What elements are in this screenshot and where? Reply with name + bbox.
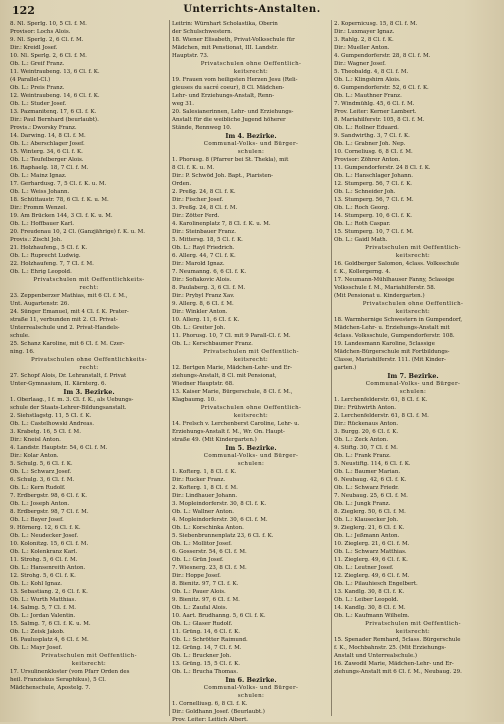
text-line: Ob. L.: Kern Rudolf.	[10, 485, 66, 491]
text-line: garten.)	[334, 365, 357, 371]
text-line: 15. Winterg. 34, 6 Cl. f. K.	[10, 149, 83, 155]
text-line: Ob. L.: Bruckner Joh.	[172, 653, 232, 659]
text-line: 21. Holzhaufeng., 5 Cl. f. K.	[10, 245, 88, 251]
text-line: 12. Bertgen Marie, Mädchen-Lehr- und Er-	[172, 365, 292, 371]
text-line: 13. Grüng. 15, 5 Cl. f. K.	[172, 661, 241, 667]
text-line: recht:	[79, 365, 99, 371]
text-line: 14. Frelsch v. Lerchenberst Caroline, Lehr- u.	[172, 421, 300, 427]
text-line: Ob. L.: Mauthner Franz.	[334, 93, 402, 99]
text-line: Ob. L.: Studer Josef.	[10, 101, 67, 107]
text-line: Im 6. Bezirke.	[225, 676, 277, 684]
text-line: 14. Darwing. 14, 8 Cl. f. M.	[10, 133, 86, 139]
text-line: Dir.: Kreidl Josef.	[10, 45, 58, 51]
text-line: f. K., Mochbahnstr. 25. (Mit Erziehungs-	[334, 645, 447, 651]
text-line: 4. Stiftg. 30, 7 Cl. f. M.	[334, 445, 398, 451]
text-line: 11. Weintraubeng. 13, 6 Cl. f. K.	[10, 69, 100, 75]
text-line: ning. 16.	[10, 349, 35, 355]
text-line: 7. Wiesnerg. 23, 8 Cl. f. M.	[172, 565, 247, 571]
text-line: Ob. L.: Klingshirn Alois.	[334, 77, 401, 83]
text-line: Ob. L.: Schrötter Raimund.	[172, 637, 248, 643]
text-line: Ob. L.: Pilauhiesch Engelbert.	[334, 581, 418, 587]
text-line: 5. Neustiftg. 114, 6 Cl. f. K.	[334, 461, 411, 467]
text-line: 1. Cornelliusg. 6, 8 Cl. f. K.	[172, 701, 248, 707]
text-line: gieuses du sacré coeur), 8 Cl. Mädchen-	[172, 85, 285, 91]
text-line: Lehr- und Erziehungs-Anstalt, Renn-	[172, 93, 275, 99]
text-line: Im 5. Bezirke.	[225, 444, 277, 452]
text-line: 4. Mopleindorferstr. 30, 6 Cl. f. M.	[172, 517, 268, 523]
text-line: 8. Bienitz. 97, 7 Cl. f. K.	[172, 581, 239, 587]
text-line: Ob. L.: Mainz Ignaz.	[10, 173, 67, 179]
text-line: 6. Neubaug. 42, 6 Cl. f. K.	[334, 477, 407, 483]
column-rule-2	[331, 20, 332, 716]
text-line: Im 3. Bezirke.	[63, 388, 115, 396]
text-line: 11. Strohg. 5, 6 Cl. f. M.	[10, 557, 78, 563]
text-line: Ob. L.: Wallner Anton.	[172, 509, 235, 515]
text-line: schulen:	[237, 693, 265, 699]
text-line: 7. Neubaug. 25, 6 Cl. f. M.	[334, 493, 408, 499]
text-line: 19. Frauen vom heiligsten Herzen Jesu (Reli-	[172, 77, 298, 83]
text-line: straße 11, verbunden mit 2. Cl. Privat-	[10, 317, 118, 323]
text-line: Ob. L.: Mollitor Josef.	[172, 541, 232, 547]
text-line: Ob. L.: Greif Franz.	[10, 61, 65, 67]
text-line: 3. Krabetg. 16, 5 Cl. f. M.	[10, 429, 81, 435]
text-line: recht:	[79, 285, 99, 291]
text-line: 1. Lerchenfelderstr. 61, 8 Cl. f. K.	[334, 397, 428, 403]
text-line: Ob. L.: Schwarz Friedr.	[334, 485, 399, 491]
text-line: 5. Schulg. 5, 6 Cl. f. K.	[10, 461, 73, 467]
text-line: Im 4. Bezirke.	[225, 132, 277, 140]
text-line: Privatschulen ohne Oeffentlichkeits-	[31, 357, 147, 363]
text-line: Ob. L.: Kolenkranz Karl.	[10, 549, 78, 555]
text-line: 22. Holzhaufeng. 7, 7 Cl. f. M.	[10, 261, 94, 267]
text-line: Ob. L.: Ruprecht Ludwig.	[10, 253, 81, 259]
text-line: Ob. L.: Leiber Leopold.	[334, 597, 399, 603]
text-line: schule der Staats-Lehrer-Bildungsanstalt.	[10, 405, 127, 411]
text-line: 13. Sebastiang. 2, 6 Cl. f. K.	[10, 589, 88, 595]
text-line: Dir.: Goldhann Josef. (Beurlaubt.)	[172, 709, 265, 715]
text-line: Ob. L.: Neudecker Josef.	[10, 533, 79, 539]
text-line: schule.	[10, 333, 30, 339]
text-line: Dir.: Steinbauer Franz.	[172, 229, 236, 235]
text-line: 17. Gerhardusg. 7, 5 Cl. f. K. u. M.	[10, 181, 107, 187]
text-line: keitsrecht:	[71, 661, 107, 667]
text-line: Ob. L.: Rayl Friedrich.	[172, 245, 235, 251]
text-line: Classe, Mariahilferstr. 111. (Mit Kinder-	[334, 357, 446, 363]
text-line: Dir.: Luxmayer Ignaz.	[334, 29, 395, 35]
text-line: 8. Paulaberg. 3, 6 Cl. f. M.	[172, 285, 246, 291]
text-line: Dir.: Hoppe Josef.	[172, 573, 221, 579]
text-line: Hauptstr. 73.	[172, 53, 209, 59]
text-line: Ob. L.: Joseph Anton.	[10, 501, 70, 507]
text-line: 7. Windmühlg. 45, 6 Cl. f. M.	[334, 101, 415, 107]
text-line: 17. Neumann-Mühlhauser Fanny, 5classige	[334, 277, 455, 283]
text-line: Privatschulen mit Oeffentlich-	[41, 653, 137, 659]
text-line: 9. Allerg. 8, 6 Cl. f. M.	[172, 301, 234, 307]
text-line: Volksschule f. M., Mariahilferstr. 58.	[334, 285, 436, 291]
text-line: keitsrecht:	[233, 357, 269, 363]
text-line: 13. Pazmanitenq. 17, 6 Cl. f. K.	[10, 109, 97, 115]
text-line: f. K., Kollergerng. 4.	[334, 269, 391, 275]
text-line: 15. Salmg. 7, 6 Cl. f. K. u. M.	[10, 621, 91, 627]
text-line: Erziehungs-Anstalt f. M., Wr. On. Haupt-	[172, 429, 285, 435]
text-line: 12. Strohg. 5, 6 Cl. f. K.	[10, 573, 76, 579]
text-line: 5. Theobaldg. 4, 8 Cl. f. M.	[334, 69, 409, 75]
text-line: Anstalt und Unterrealschule.)	[334, 653, 417, 659]
text-line: 23. Zeppenberzer Mathias, mit 6 Cl. f. M.,	[10, 293, 128, 299]
text-line: Provisor: Lochs Alois.	[10, 29, 71, 35]
text-line: Ob. L.: Kerschbaumer Franz.	[172, 341, 253, 347]
text-line: 13. Kandlg. 30, 8 Cl. f. K.	[334, 589, 405, 595]
text-line: Privatschulen mit Oeffentlich-	[365, 621, 461, 627]
text-line: heil. Franziskus Seraphikus), 5 Cl.	[10, 677, 107, 683]
text-line: 12. Grüng. 14, 7 Cl. f. M.	[172, 645, 242, 651]
text-line: Ob. L.: Zeck Anton.	[334, 437, 389, 443]
text-line: Provisor: Zöhrer Anton.	[334, 157, 401, 163]
text-line: Dir.: Winkler Anton.	[172, 309, 228, 315]
text-line: Ob. L.: Pauer Alois.	[172, 589, 226, 595]
text-line: Ob. L.: Baumer Marian.	[334, 469, 401, 475]
text-line: Ob. L.: Preis Franz.	[10, 85, 65, 91]
text-line: Dir.: Mueller Anton.	[334, 45, 390, 51]
text-line: 8. Zieglerg. 50, 6 Cl. f. M.	[334, 509, 406, 515]
text-line: Ob. L.: Roth Caspar.	[334, 221, 391, 227]
text-line: Ob. L.: Roch Georg.	[334, 205, 390, 211]
text-line: 9. Bienitz. 97, 6 Cl. f. M.	[172, 597, 240, 603]
text-line: 11. Zieglerg. 49, 6 Cl. f. K.	[334, 557, 408, 563]
text-line: schulen:	[399, 389, 427, 395]
text-line: 10. Kolonitzg. 15, 6 Cl. f. M.	[10, 541, 89, 547]
text-line: 14. Kandlg. 30, 8 Cl. f. M.	[334, 605, 406, 611]
text-line: 8. Erdbergstr. 98, 7 Cl. f. M.	[10, 509, 89, 515]
text-line: Ob. L.: Schwarz Josef.	[10, 469, 72, 475]
text-line: keitsrecht:	[233, 69, 269, 75]
text-line: 7. Neumanng. 6, 6 Cl. f. K.	[172, 269, 247, 275]
text-line: (4 Parallel-Cl.)	[10, 77, 51, 83]
text-line: 10. Nl. Sperlg. 2, 6 Cl. f. M.	[10, 53, 87, 59]
text-line: Ob. L.: Hoffbauer Karl.	[10, 221, 75, 227]
text-line: Anstalt für die weibliche Jugend höherer	[172, 117, 286, 123]
text-line: Ob. L.: Greiter Joh.	[172, 325, 226, 331]
text-line: Ob. L.: Frank Franz.	[334, 453, 391, 459]
text-line: Dir.: P. Schwöd Joh. Bapt., Piaristen-	[172, 173, 273, 179]
text-line: 6. Schulg. 3, 6 Cl. f. M.	[10, 477, 75, 483]
text-line: Prov. Leiter: Leitich Albert.	[172, 717, 249, 723]
text-line: Ob. L.: Leutner Josef.	[334, 565, 394, 571]
text-column-1	[10, 20, 168, 718]
text-line: Privatschulen mit Oeffentlich-	[203, 349, 299, 355]
text-line: 11. Gumpendorferstr. 24 8 Cl. f. K.	[334, 165, 431, 171]
text-line: 4class. Volksschule, Gumpendorferstr. 108.	[334, 333, 455, 339]
text-line: Privatschulen ohne Oeffentlich-	[200, 61, 302, 67]
text-line: ziehungs-Anstalt mit 6 Cl. f. M., Neubaug. 29.	[334, 669, 462, 675]
text-line: Mädchenschule, Apostelg. 7.	[10, 685, 91, 691]
text-line: 2. Kofterg. 1, 8 Cl. f. M.	[172, 485, 238, 491]
text-line: 3. Rahlg. 2, 8 Cl. f. K.	[334, 37, 394, 43]
text-line: Dir.: Rucker Franz.	[172, 477, 226, 483]
text-line: 4. Gumpendorferstr. 28, 8 Cl. f. M.	[334, 53, 431, 59]
text-line: 2. Lerchenfelderstr. 61, 8 Cl. f. M.	[334, 413, 429, 419]
text-line: straße 49. (Mit Kindergarten.)	[172, 437, 257, 443]
text-line: 3. Preßg. 24, 8 Cl. f. M.	[172, 205, 238, 211]
text-line: 19. Landesmann Karoline, 5classige	[334, 341, 435, 347]
text-line: Ob. L.: Klausecker Joh.	[334, 517, 399, 523]
text-line: Ob. L.: Jordan Valentin.	[10, 613, 76, 619]
text-line: Ob. L.: Rollner Eduard.	[334, 125, 399, 131]
text-line: 2. Siehstlagstg. 11, 5 Cl. f. K.	[10, 413, 92, 419]
text-line: Stände, Rennweg 10.	[172, 125, 232, 131]
text-line: 18. Wiener Elisabeth, Privat-Volksschule für	[172, 37, 295, 43]
text-line: Dir.: Sofiakovic Alois.	[172, 277, 232, 283]
text-line: (Mit Pensionat u. Kindergarten.)	[334, 293, 425, 299]
text-line: 5. Mittersg. 18, 5 Cl. f. K.	[172, 237, 243, 243]
text-line: weg 31.	[172, 101, 194, 107]
text-line: Ob. L.: Schwarz Matthias.	[334, 549, 407, 555]
text-line: Ob. L.: Gaidl Math.	[334, 237, 388, 243]
text-column-3	[334, 20, 492, 718]
text-line: 15. Spenader Remhard, 5class. Bürgerschule	[334, 637, 461, 643]
text-line: Dir.: Paul Bernhard (beurlaubt).	[10, 117, 99, 123]
text-line: 25. Schanz Karoline, mit 6 Cl. f. M. Czer-	[10, 341, 125, 347]
text-line: 11. Phorusg. 10, 7 Cl. mit 9 Parall-Cl. f. M.	[172, 333, 291, 339]
text-line: 2. Kopernicusg. 15, 8 Cl. f. M.	[334, 21, 418, 27]
text-line: 2. Preßg. 24, 8 Cl. f. K.	[172, 189, 236, 195]
text-line: 12. Stumperg. 56, 7 Cl. f. K.	[334, 181, 413, 187]
text-line: 9. Sandwirthg. 3, 7 Cl. f. K.	[334, 133, 410, 139]
text-line: Ob. L.: Hanschlager Johann.	[334, 173, 413, 179]
text-line: 8. Nl. Sperlg. 10, 5 Cl. f. M.	[10, 21, 87, 27]
text-line: 18. Schüttaustr. 78, 6 Cl. f. K. u. M.	[10, 197, 109, 203]
text-line: 13. Kaiser Marie, Bürgerschule, 8 Cl. f. M.,	[172, 389, 293, 395]
text-line: 12. Zieglerg. 49, 6 Cl. f. M.	[334, 573, 410, 579]
text-line: Dir.: Rückenaus Anton.	[334, 421, 399, 427]
text-line: Mädchen-Bürgerschule mit Fortbildungs-	[334, 349, 450, 355]
text-line: Im 7. Bezirke.	[387, 372, 439, 380]
text-line: Wiedner Hauptstr. 68.	[172, 381, 234, 387]
text-line: Mädchen-Lehr- u. Erziehungs-Anstalt mit	[334, 325, 450, 331]
text-line: Ob. L.: Zaufal Alois.	[172, 605, 228, 611]
text-line: Privatschulen mit Oeffentlichkeits-	[33, 277, 145, 283]
text-line: Leitrin: Würnhart Scholastika, Oberin	[172, 21, 278, 27]
text-line: Ob. L.: Korschinka Anton.	[172, 525, 244, 531]
text-line: 11. Grüng. 14, 6 Cl. f. K.	[172, 629, 241, 635]
text-line: Ob. L.: Zeisk Jakob.	[10, 629, 65, 635]
text-line: 9. Hörnerg. 12, 6 Cl. f. K.	[10, 525, 81, 531]
text-line: 8. Mariahilferstr. 105, 8 Cl. f. M.	[334, 117, 425, 123]
text-line: Dir.: Kneisl Anton.	[10, 437, 61, 443]
text-line: 6. Allerg. 44, 7 Cl. f. K.	[172, 253, 236, 259]
text-line: der Schulschwestern.	[172, 29, 233, 35]
text-line: 18. Warmhernige Schwestern in Gumpendorf,	[334, 317, 463, 323]
text-line: 16. Paulusplatz 4, 6 Cl. f. M.	[10, 637, 89, 643]
text-line: Communal-Volks- und Bürger-	[203, 685, 299, 691]
text-line: Ob. L.: Grün Josef.	[172, 557, 224, 563]
text-line: Ob. L.: Weiss Johann.	[10, 189, 70, 195]
text-line: 10. Allerg. 11, 6 Cl. f. K.	[172, 317, 240, 323]
text-line: keitsrecht:	[233, 413, 269, 419]
text-line: 1. Kofterg. 1, 8 Cl. f. K.	[172, 469, 237, 475]
text-line: Communal-Volks- und Bürger-	[365, 381, 461, 387]
text-line: 16. Raphaelg. 18, 7 Cl. f. M.	[10, 165, 89, 171]
text-line: 6. Gosserstr. 54, 6 Cl. f. M.	[172, 549, 247, 555]
text-line: Ob. L.: Teufelberger Alois.	[10, 157, 84, 163]
text-line: Klagbaumg. 10.	[172, 397, 216, 403]
text-line: keitsrecht:	[395, 309, 431, 315]
text-line: keitsrecht:	[395, 629, 431, 635]
text-line: keitsrecht:	[395, 253, 431, 259]
text-line: Provis.: Dworsky Franz.	[10, 125, 77, 131]
text-line: Ob. L.: Aberschlager Josef.	[10, 141, 85, 147]
text-line: Dir.: Frühwirth Anton.	[334, 405, 396, 411]
text-line: Dir.: Kolar Anton.	[10, 453, 59, 459]
page-number: 122	[12, 4, 35, 17]
text-line: 5. Siebenbrunnenplatz 23, 6 Cl. f. K.	[172, 533, 274, 539]
text-line: Ob. L.: Castelhowski Andreas.	[10, 421, 95, 427]
text-line: 15. Stumperg. 10, 7 Cl. f. M.	[334, 229, 414, 235]
text-line: 13. Stumperg. 56, 7 Cl. f. M.	[334, 197, 414, 203]
text-line: Privatschulen mit Oeffentlich-	[365, 245, 461, 251]
text-line: Mädchen, mit Penstionat, III. Landstr.	[172, 45, 278, 51]
text-line: 19. Am Brücken 144, 3 Cl. f. K. u. M.	[10, 213, 113, 219]
text-line: 16. Goldberger Salomon, 4class. Volksschule	[334, 261, 460, 267]
text-line: Dir.: Zötter Ferd.	[172, 213, 220, 219]
text-line: Ob. L.: Grabner Joh. Nep.	[334, 141, 406, 147]
text-line: 14. Salmg. 5, 7 Cl. f. M.	[10, 605, 76, 611]
text-line: Ob. L.: Kaufmann Wilhelm.	[334, 613, 410, 619]
text-line: Dir.: Lindhauer Johann.	[172, 493, 238, 499]
text-line: Ob. L.: Jeßmann Anton.	[334, 533, 400, 539]
column-rule-1	[169, 20, 170, 716]
text-line: Unter-Gymnasium, II. Kärnterg. 6.	[10, 381, 107, 387]
text-line: 10. Aart. Brudhanng. 5, 6 Cl. f. K.	[172, 613, 266, 619]
text-line: Unt. Augartenstr. 26.	[10, 301, 70, 307]
text-line: 1. Oberlaag., I f. m. 3. Cl. f. K., als Uebungs-	[10, 397, 134, 403]
text-line: 1. Phorusg. 8 (Pfarrer bei St. Thekla), mit	[172, 157, 289, 163]
text-line: 27. Schopf Alois, Dr. Lehranstalt, f. Privat	[10, 373, 127, 379]
text-line: 20. Freudenau 10, 2 Cl. (Ganzjährige) f. K. u. M.	[10, 229, 146, 235]
text-line: Communal-Volks- und Bürger-	[203, 141, 299, 147]
text-line: Ob. L.: Brucha Thomas.	[172, 669, 238, 675]
text-line: Privatschulen ohne Oeffentlich-	[200, 405, 302, 411]
text-line: Unterrealschule und 2. Privat-Handels-	[10, 325, 120, 331]
text-line: Ob. L.: Hansenreith Anton.	[10, 565, 86, 571]
text-line: Provis.: Zischl Joh.	[10, 237, 63, 243]
text-line: 20. Salesianerinnen, Lehr- und Erziehungs-	[172, 109, 294, 115]
text-column-2	[172, 20, 330, 723]
text-line: ziehungs-Anstalt, 8 Cl. mit Pensionat,	[172, 373, 277, 379]
text-line: 14. Stumperg. 10, 6 Cl. f. K.	[334, 213, 413, 219]
page-title: Unterrichts-Anstalten.	[183, 4, 321, 15]
text-line: 3. Mopleindorferstr. 30, 8 Cl. f. K.	[172, 501, 267, 507]
text-line: 4. Karolinenplatz 7, 8 Cl. f. K. u. M.	[172, 221, 271, 227]
text-line: Ob. L.: Ehrig Leopold.	[10, 269, 72, 275]
text-line: schulen:	[237, 149, 265, 155]
text-line: Dir.: Wagner Josef.	[334, 61, 386, 67]
text-line: 7. Erdbergstr. 98, 6 Cl. f. K.	[10, 493, 88, 499]
text-line: Ob. L.: Schneider Joh.	[334, 189, 396, 195]
text-line: Ob. L.: Wurth Matthias.	[10, 597, 77, 603]
text-line: 6. Gumpendorferstr. 52, 6 Cl. f. K.	[334, 85, 429, 91]
text-line: Orden.	[172, 181, 192, 187]
text-line: Dir.: Prybyl Franz Xav.	[172, 293, 235, 299]
text-line: 17. Ursulinenkloster (vom Pfarr Orden des	[10, 669, 130, 675]
text-line: Dir.: Marold Ignaz.	[172, 261, 225, 267]
text-line: Ob. L.: Mayr Josef.	[10, 645, 63, 651]
text-line: Ob. L.: Glaser Rudolf.	[172, 621, 233, 627]
text-line: 10. Zieglerg. 21, 6 Cl. f. M.	[334, 541, 410, 547]
text-line: 3. Burgg. 20, 6 Cl. f. K.	[334, 429, 399, 435]
text-line: 8 Cl. f. K. u. M.	[172, 165, 215, 171]
text-line: 4. Landstr. Hauptstr. 54, 6 Cl. f. M.	[10, 445, 108, 451]
text-line: 12. Weintraubeng. 14, 6 Cl. f. K.	[10, 93, 100, 99]
text-line: 9. Nl. Sperlg. 2, 6 Cl. f. M.	[10, 37, 84, 43]
text-line: Dir.: Fischer Josef.	[172, 197, 224, 203]
page-header	[10, 4, 494, 18]
text-line: 9. Zieglerg. 21, 6 Cl. f. K.	[334, 525, 405, 531]
text-line: Communal-Volks- und Bürger-	[203, 453, 299, 459]
text-line: 24. Sünger Emanuel, mit 4 Cl. f. K. Prater-	[10, 309, 129, 315]
text-line: Ob. L.: Bayer Josef.	[10, 517, 64, 523]
text-line: Ob. L.: Jungk Franz.	[334, 501, 391, 507]
text-line: schulen:	[237, 461, 265, 467]
text-line: 10. Corneliusg. 6, 8 Cl. f. M.	[334, 149, 413, 155]
text-line: 16. Zawodil Marie, Mädchen-Lehr- und Er-	[334, 661, 454, 667]
text-line: Dir.: Fromm Wenzel.	[10, 205, 68, 211]
text-line: Ob. L.: Kohl Ignaz.	[10, 581, 63, 587]
text-line: Prov. Leiter: Kerner Lambert.	[334, 109, 417, 115]
text-line: Privatschulen ohne Oeffentlich-	[362, 301, 464, 307]
